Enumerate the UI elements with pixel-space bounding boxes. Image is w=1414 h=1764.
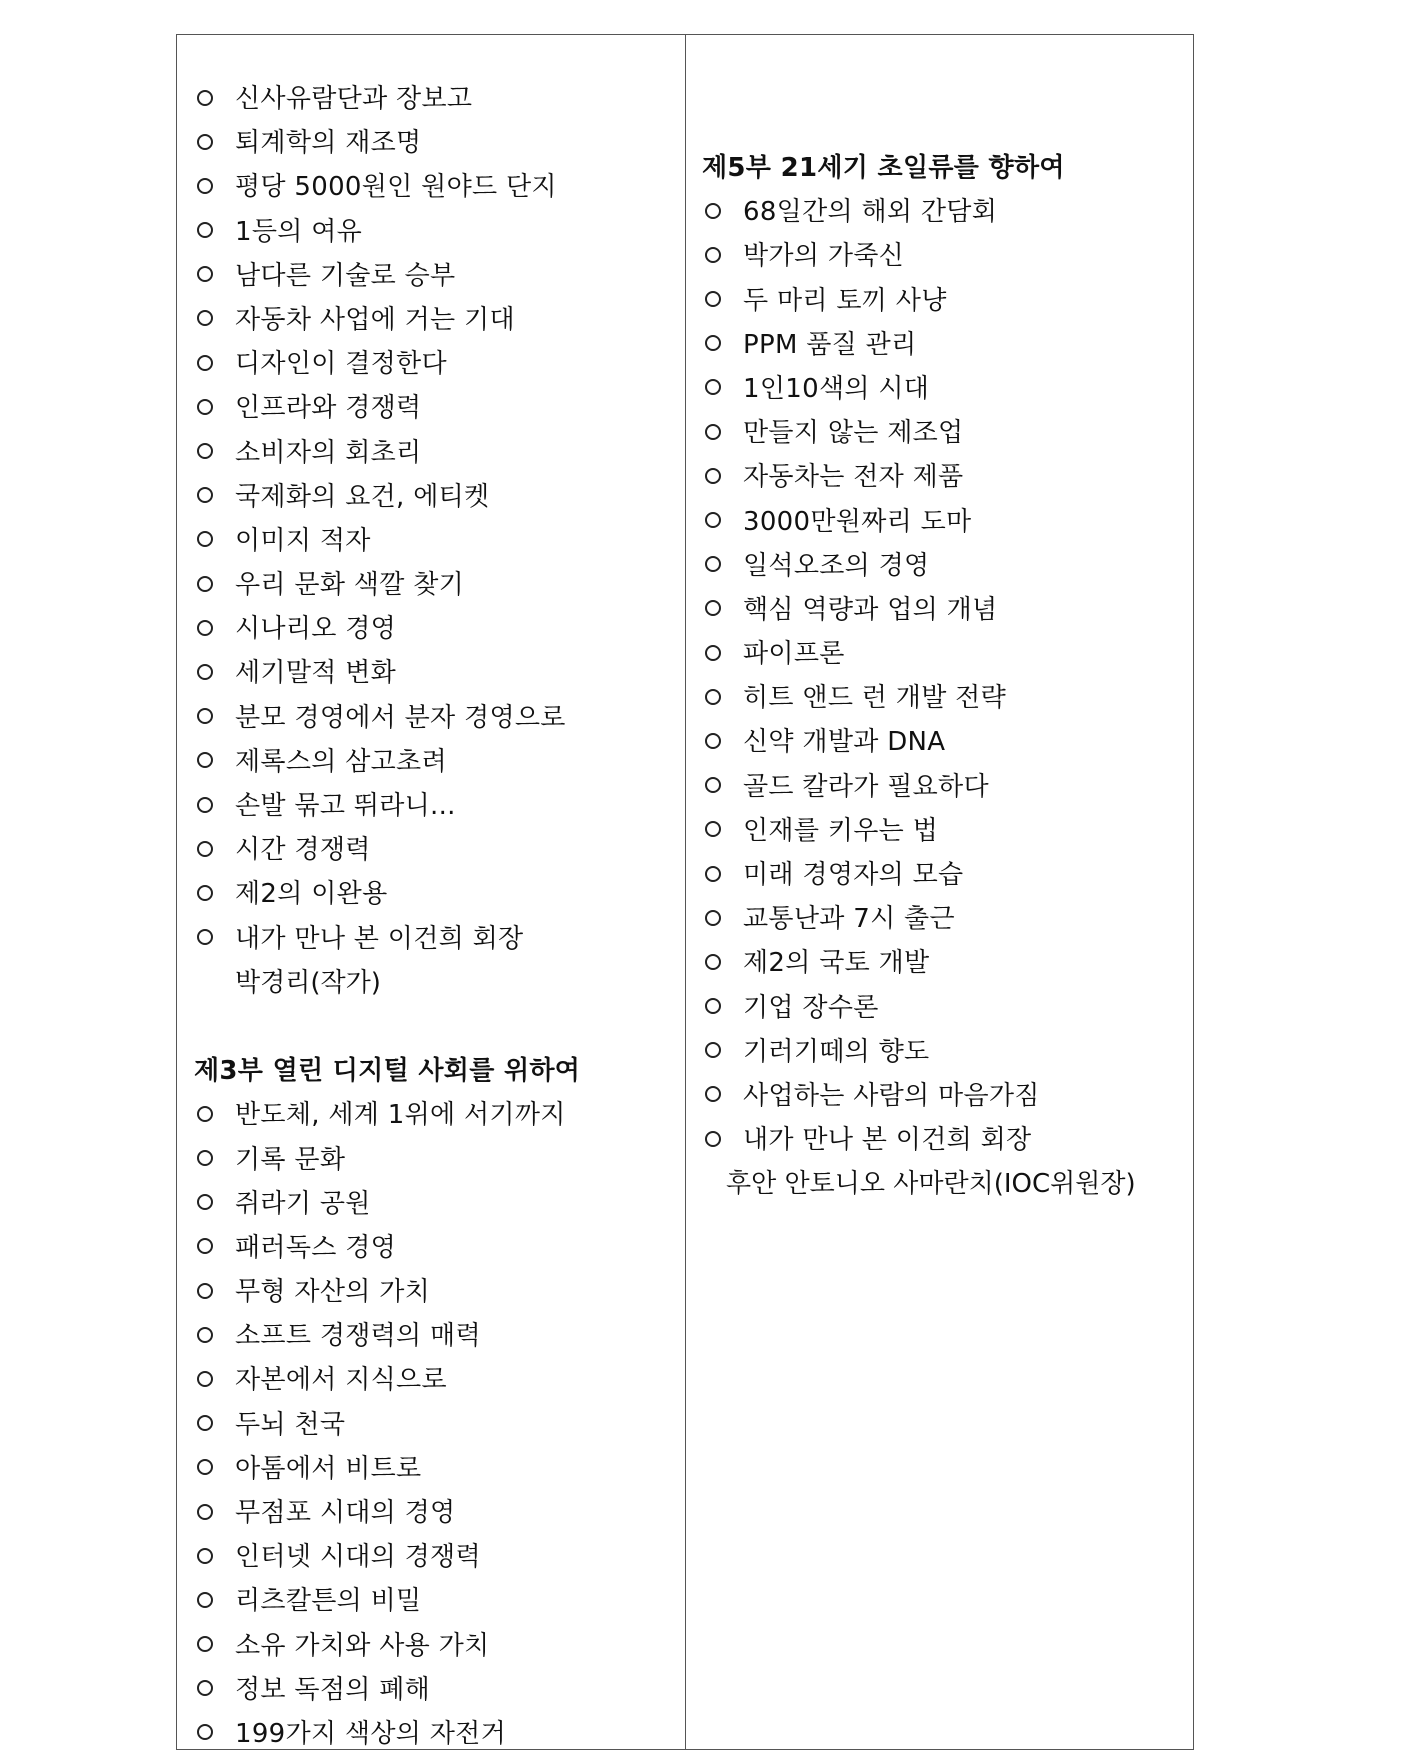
circle-bullet-icon (197, 841, 213, 857)
list-item (194, 1579, 685, 1623)
circle-bullet-icon (197, 1548, 213, 1564)
list-item-text: 무형 자산의 가치 (235, 1277, 431, 1308)
list-item (194, 917, 685, 961)
list-item (702, 1030, 1193, 1074)
list-item (194, 1358, 685, 1402)
list-item (702, 720, 1193, 764)
list-item (194, 77, 685, 121)
circle-bullet-icon (197, 576, 213, 592)
circle-bullet-icon (197, 1283, 213, 1299)
circle-bullet-icon (197, 1415, 213, 1431)
list-item (702, 411, 1193, 455)
circle-bullet-icon (197, 1150, 213, 1166)
list-item (702, 588, 1193, 632)
list-item (702, 455, 1193, 499)
list-item-text: 신사유람단과 장보고 (235, 84, 473, 114)
list-item-text: 두뇌 천국 (235, 1409, 346, 1440)
section-heading-part5: 제5부 21세기 초일류를 향하여 (702, 153, 1065, 183)
list-item (194, 1624, 685, 1668)
list-item (194, 1314, 685, 1358)
list-item (194, 210, 685, 254)
list-item (702, 323, 1193, 367)
list-item-text: 기러기떼의 향도 (743, 1036, 930, 1067)
list-item-text: 3000만원짜리 도마 (743, 506, 972, 537)
list-item-text: 인재를 키우는 법 (743, 815, 939, 846)
circle-bullet-icon (197, 1371, 213, 1387)
list-item (194, 342, 685, 386)
list-item-text: 199가지 색상의 자전거 (235, 1718, 506, 1749)
list-item (194, 431, 685, 475)
list-item (702, 809, 1193, 853)
list-item-text: 아톰에서 비트로 (235, 1453, 422, 1484)
circle-bullet-icon (705, 512, 721, 528)
list-item-text: 두 마리 토끼 사냥 (743, 285, 947, 316)
circle-bullet-icon (197, 1592, 213, 1608)
circle-bullet-icon (705, 379, 721, 395)
circle-bullet-icon (197, 752, 213, 768)
circle-bullet-icon (197, 1459, 213, 1475)
circle-bullet-icon (705, 335, 721, 351)
list-item (702, 190, 1193, 234)
circle-bullet-icon (705, 1131, 721, 1147)
list-item-text: 기업 장수론 (743, 992, 879, 1023)
circle-bullet-icon (197, 1724, 213, 1740)
list-item-text: 퇴계학의 재조명 (235, 128, 422, 159)
list-item-continuation: 박경리(작가) (235, 967, 381, 998)
list-item-text: 시나리오 경영 (235, 614, 397, 645)
list-item-text: 제2의 이완용 (235, 879, 388, 910)
circle-bullet-icon (197, 310, 213, 326)
circle-bullet-icon (197, 620, 213, 636)
list-item (702, 765, 1193, 809)
list-item-text: 시간 경쟁력 (235, 835, 371, 866)
circle-bullet-icon (197, 399, 213, 415)
circle-bullet-icon (705, 954, 721, 970)
list-item-text: 자동차 사업에 거는 기대 (235, 304, 515, 335)
list-item-text: 핵심 역량과 업의 개념 (743, 594, 998, 625)
list-item (194, 828, 685, 872)
list-item-text: 내가 만나 본 이건희 회장 (235, 923, 524, 954)
list-item (194, 1182, 685, 1226)
list-item (702, 986, 1193, 1030)
list-item-continuation: 후안 안토니오 사마란치(IOC위원장) (726, 1169, 1136, 1200)
circle-bullet-icon (705, 910, 721, 926)
circle-bullet-icon (705, 1086, 721, 1102)
list-item (194, 872, 685, 916)
circle-bullet-icon (705, 468, 721, 484)
list-item-text: 교통난과 7시 출근 (743, 904, 955, 935)
list-item-text: 국제화의 요건, 에티켓 (235, 481, 490, 512)
list-item (194, 784, 685, 828)
list-item-text: 히트 앤드 런 개발 전략 (743, 683, 1007, 714)
circle-bullet-icon (705, 247, 721, 263)
list-item (194, 1712, 685, 1756)
list-item (194, 1138, 685, 1182)
circle-bullet-icon (705, 777, 721, 793)
list-item (702, 632, 1193, 676)
list-item-text: 기록 문화 (235, 1144, 346, 1175)
list-item (194, 475, 685, 519)
circle-bullet-icon (197, 1238, 213, 1254)
list-item (194, 651, 685, 695)
circle-bullet-icon (197, 1680, 213, 1696)
list-item (702, 500, 1193, 544)
list-item (194, 696, 685, 740)
circle-bullet-icon (197, 487, 213, 503)
circle-bullet-icon (197, 929, 213, 945)
circle-bullet-icon (705, 733, 721, 749)
circle-bullet-icon (705, 689, 721, 705)
list-item (702, 941, 1193, 985)
list-item (194, 563, 685, 607)
circle-bullet-icon (197, 797, 213, 813)
list-item (194, 254, 685, 298)
left-column (177, 35, 686, 1749)
list-item (194, 607, 685, 651)
list-item-text: 골드 칼라가 필요하다 (743, 771, 989, 802)
list-item-text: 인터넷 시대의 경쟁력 (235, 1542, 481, 1573)
list-item (194, 1093, 685, 1137)
list-item-text: 사업하는 사람의 마음가짐 (743, 1080, 1040, 1111)
list-item-text: 리츠칼튼의 비밀 (235, 1586, 422, 1617)
circle-bullet-icon (197, 1504, 213, 1520)
circle-bullet-icon (705, 821, 721, 837)
list-item (194, 121, 685, 165)
list-item (702, 234, 1193, 278)
circle-bullet-icon (197, 178, 213, 194)
section-heading-part3: 제3부 열린 디지털 사회를 위하여 (194, 1056, 581, 1087)
circle-bullet-icon (705, 645, 721, 661)
circle-bullet-icon (705, 600, 721, 616)
list-item (702, 1074, 1193, 1118)
list-item (194, 165, 685, 209)
list-item-text: PPM 품질 관리 (743, 329, 917, 360)
right-column (686, 35, 1193, 1749)
list-item-text: 자본에서 지식으로 (235, 1365, 447, 1396)
list-item-text: 소비자의 회초리 (235, 437, 422, 468)
list-item (194, 1270, 685, 1314)
list-item-text: 제록스의 삼고초려 (235, 746, 447, 777)
list-item-text: 파이프론 (743, 639, 845, 670)
list-item-text: 디자인이 결정한다 (235, 349, 447, 380)
circle-bullet-icon (197, 531, 213, 547)
circle-bullet-icon (197, 355, 213, 371)
list-item-text: 일석오조의 경영 (743, 550, 930, 581)
list-item-text: 내가 만나 본 이건희 회장 (743, 1125, 1032, 1156)
circle-bullet-icon (705, 291, 721, 307)
list-item-text: 남다른 기술로 승부 (235, 260, 456, 291)
list-item (194, 1226, 685, 1270)
list-item-text: 손발 묶고 뛰라니... (235, 791, 456, 821)
circle-bullet-icon (197, 222, 213, 238)
list-item-text: 미래 경영자의 모습 (743, 860, 964, 890)
circle-bullet-icon (197, 443, 213, 459)
list-item-text: 소프트 경쟁력의 매력 (235, 1321, 481, 1352)
circle-bullet-icon (705, 203, 721, 219)
circle-bullet-icon (197, 885, 213, 901)
list-item-text: 정보 독점의 폐해 (235, 1674, 431, 1705)
list-item (194, 1447, 685, 1491)
list-item (702, 853, 1193, 897)
list-item (194, 519, 685, 563)
list-item-text: 제2의 국토 개발 (743, 948, 930, 979)
list-item (702, 279, 1193, 323)
list-item-text: 자동차는 전자 제품 (743, 462, 964, 493)
list-item-text: 반도체, 세계 1위에 서기까지 (235, 1100, 566, 1131)
list-item-text: 신약 개발과 DNA (743, 727, 946, 758)
circle-bullet-icon (197, 1194, 213, 1210)
list-item (194, 1491, 685, 1535)
circle-bullet-icon (197, 1106, 213, 1122)
two-column-table (176, 34, 1194, 1750)
circle-bullet-icon (197, 266, 213, 282)
list-item-text: 우리 문화 색깔 찾기 (235, 570, 465, 601)
list-item (194, 386, 685, 430)
list-item (702, 367, 1193, 411)
part5-list (702, 190, 1193, 1162)
circle-bullet-icon (705, 424, 721, 440)
list-item (702, 897, 1193, 941)
list-item-text: 쥐라기 공원 (235, 1188, 371, 1219)
list-item (702, 1118, 1193, 1162)
spacer (194, 1005, 685, 1049)
list-item (194, 1535, 685, 1579)
list-item-text: 만들지 않는 제조업 (743, 418, 964, 449)
part3-list (194, 1093, 685, 1756)
list-item-text: 1등의 여유 (235, 216, 363, 247)
list-item-text: 소유 가치와 사용 가치 (235, 1630, 490, 1661)
circle-bullet-icon (197, 708, 213, 724)
list-item-text: 세기말적 변화 (235, 658, 397, 689)
list-item-text: 이미지 적자 (235, 525, 371, 556)
left-top-list (194, 77, 685, 961)
circle-bullet-icon (197, 134, 213, 150)
list-item (194, 1668, 685, 1712)
circle-bullet-icon (705, 998, 721, 1014)
list-item-text: 패러독스 경영 (235, 1232, 397, 1263)
list-item (702, 544, 1193, 588)
list-item-text: 분모 경영에서 분자 경영으로 (235, 702, 566, 733)
list-item (194, 1403, 685, 1447)
circle-bullet-icon (197, 1327, 213, 1343)
circle-bullet-icon (705, 866, 721, 882)
list-item-text: 1인10색의 시대 (743, 373, 930, 404)
circle-bullet-icon (197, 664, 213, 680)
list-item (702, 676, 1193, 720)
list-item-text: 박가의 가죽신 (743, 241, 905, 272)
list-item-text: 68일간의 해외 간담회 (743, 197, 998, 228)
circle-bullet-icon (705, 556, 721, 572)
list-item (194, 298, 685, 342)
list-item-text: 평당 5000원인 원야드 단지 (235, 172, 557, 203)
circle-bullet-icon (197, 90, 213, 106)
list-item-text: 무점포 시대의 경영 (235, 1498, 456, 1528)
list-item-text: 인프라와 경쟁력 (235, 393, 422, 424)
circle-bullet-icon (705, 1042, 721, 1058)
circle-bullet-icon (197, 1636, 213, 1652)
list-item (194, 740, 685, 784)
